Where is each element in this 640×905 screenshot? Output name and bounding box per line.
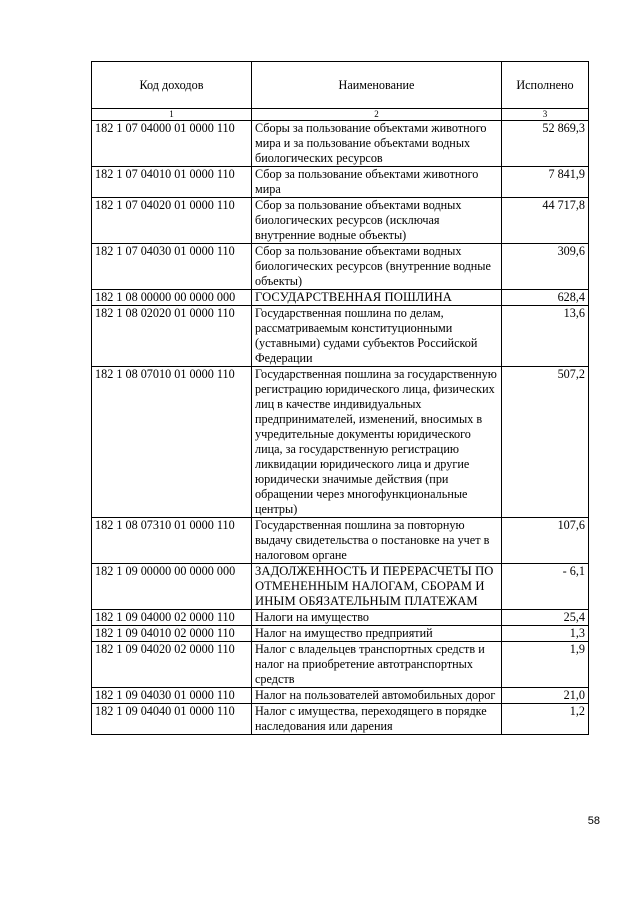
row-executed: 52 869,3 [502, 121, 589, 167]
table-row [92, 564, 589, 610]
header-code: Код доходов [92, 62, 252, 109]
revenue-table [91, 61, 589, 735]
table-header [92, 62, 589, 121]
row-code: 182 1 09 04020 02 0000 110 [92, 642, 252, 688]
table-row [92, 244, 589, 290]
header-row [92, 62, 589, 109]
table-row [92, 167, 589, 198]
table-row [92, 688, 589, 704]
row-code: 182 1 07 04010 01 0000 110 [92, 167, 252, 198]
row-name: Государственная пошлина за государственную регистрацию юридического лица, физических лиц в качестве индивидуальных предпринимателей, изменений, вносимых в учредительные документы юридического лица, за государственную регистрацию ликвидации юридического лица и другие юридически значимые действия (при обращении через многофункциональные центры) [252, 367, 502, 518]
row-executed: 1,9 [502, 642, 589, 688]
row-name: Налог на пользователей автомобильных дорог [252, 688, 502, 704]
row-executed: 1,2 [502, 704, 589, 735]
row-name: Налог с владельцев транспортных средств и налог на приобретение автотранспортных средств [252, 642, 502, 688]
row-name: Налог с имущества, переходящего в порядке наследования или дарения [252, 704, 502, 735]
table-row [92, 704, 589, 735]
row-executed: 21,0 [502, 688, 589, 704]
header-executed: Исполнено [502, 62, 589, 109]
row-code: 182 1 09 04030 01 0000 110 [92, 688, 252, 704]
table-row [92, 642, 589, 688]
row-executed: 1,3 [502, 626, 589, 642]
row-executed: 7 841,9 [502, 167, 589, 198]
row-executed: 13,6 [502, 306, 589, 367]
table-row [92, 290, 589, 306]
row-code: 182 1 08 07010 01 0000 110 [92, 367, 252, 518]
column-number-executed: 3 [502, 109, 589, 121]
table-row [92, 626, 589, 642]
page-number: 58 [587, 815, 600, 827]
table-row [92, 367, 589, 518]
column-number-row [92, 109, 589, 121]
row-code: 182 1 08 07310 01 0000 110 [92, 518, 252, 564]
row-name: Сборы за пользование объектами животного мира и за пользование объектами водных биологических ресурсов [252, 121, 502, 167]
row-name: Государственная пошлина за повторную выдачу свидетельства о постановке на учет в налоговом органе [252, 518, 502, 564]
row-code: 182 1 09 04010 02 0000 110 [92, 626, 252, 642]
row-code: 182 1 08 00000 00 0000 000 [92, 290, 252, 306]
table-body [92, 121, 589, 735]
row-executed: - 6,1 [502, 564, 589, 610]
row-code: 182 1 07 04020 01 0000 110 [92, 198, 252, 244]
row-name: Сбор за пользование объектами животного мира [252, 167, 502, 198]
table-row [92, 121, 589, 167]
table-row [92, 306, 589, 367]
column-number-name: 2 [252, 109, 502, 121]
row-code: 182 1 08 02020 01 0000 110 [92, 306, 252, 367]
row-name: Сбор за пользование объектами водных биологических ресурсов (исключая внутренние водные объекты) [252, 198, 502, 244]
row-name: Государственная пошлина по делам, рассматриваемым конституционными (уставными) судами субъектов Российской Федерации [252, 306, 502, 367]
table-row [92, 198, 589, 244]
row-code: 182 1 07 04000 01 0000 110 [92, 121, 252, 167]
row-code: 182 1 09 04000 02 0000 110 [92, 610, 252, 626]
header-name: Наименование [252, 62, 502, 109]
row-executed: 628,4 [502, 290, 589, 306]
row-name: Налог на имущество предприятий [252, 626, 502, 642]
table-row [92, 610, 589, 626]
row-executed: 507,2 [502, 367, 589, 518]
row-executed: 44 717,8 [502, 198, 589, 244]
table-row [92, 518, 589, 564]
row-code: 182 1 09 00000 00 0000 000 [92, 564, 252, 610]
row-code: 182 1 07 04030 01 0000 110 [92, 244, 252, 290]
row-name: Налоги на имущество [252, 610, 502, 626]
row-executed: 107,6 [502, 518, 589, 564]
column-number-code: 1 [92, 109, 252, 121]
row-executed: 309,6 [502, 244, 589, 290]
row-code: 182 1 09 04040 01 0000 110 [92, 704, 252, 735]
row-name: Сбор за пользование объектами водных биологических ресурсов (внутренние водные объекты) [252, 244, 502, 290]
row-name: ГОСУДАРСТВЕННАЯ ПОШЛИНА [252, 290, 502, 306]
row-executed: 25,4 [502, 610, 589, 626]
row-name: ЗАДОЛЖЕННОСТЬ И ПЕРЕРАСЧЕТЫ ПО ОТМЕНЕННЫМ НАЛОГАМ, СБОРАМ И ИНЫМ ОБЯЗАТЕЛЬНЫМ ПЛАТЕЖАМ [252, 564, 502, 610]
